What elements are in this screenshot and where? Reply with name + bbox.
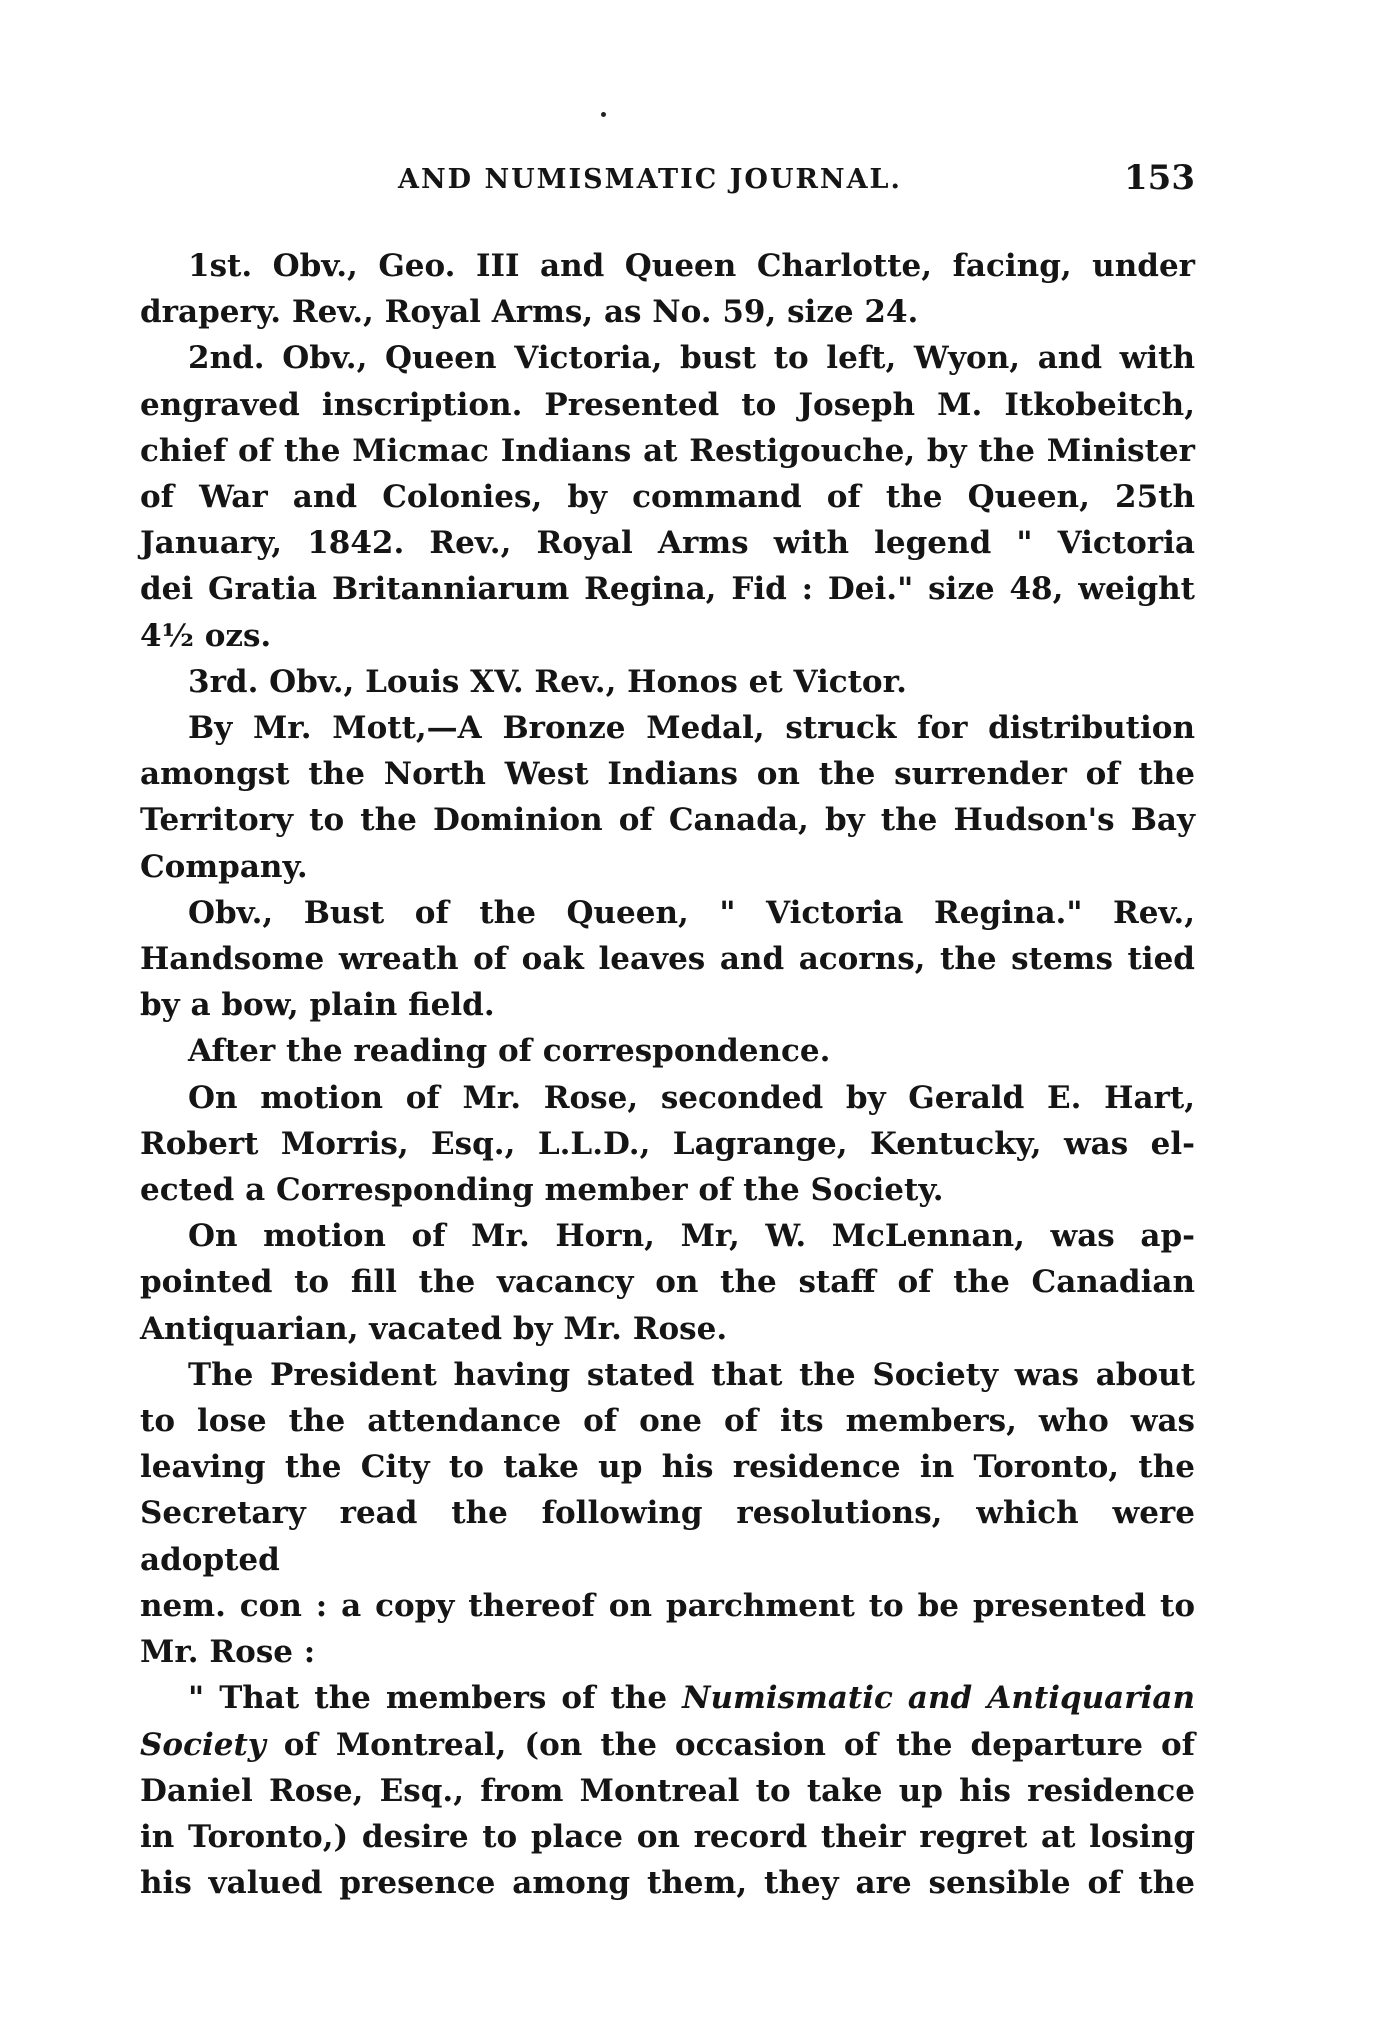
text-line: 4½ ozs. <box>140 617 272 654</box>
text-line: Handsome wreath of oak leaves and acorns, the stems tied <box>140 941 1195 978</box>
italic-society-word: Society <box>140 1726 266 1763</box>
text-line: nem. con : a copy thereof on parchment to be presented to <box>140 1587 1195 1624</box>
text-line: Obv., Bust of the Queen, " Victoria Regina." Rev., <box>188 894 1195 931</box>
text-line: By Mr. Mott,—A Bronze Medal, struck for distribution <box>188 710 1195 747</box>
text-line: Company. <box>140 848 308 885</box>
text-line: 3rd. Obv., Louis XV. Rev., Honos et Victor. <box>188 663 907 700</box>
text-line: Daniel Rose, Esq., from Montreal to take up his residence <box>140 1772 1195 1809</box>
text-line: Territory to the Dominion of Canada, by the Hudson's Bay <box>140 802 1195 839</box>
text-line: dei Gratia Britanniarum Regina, Fid : Dei." size 48, weight <box>140 571 1195 608</box>
text-line: January, 1842. Rev., Royal Arms with legend " Victoria <box>140 525 1195 562</box>
text-line: Robert Morris, Esq., L.L.D., Lagrange, Kentucky, was el- <box>140 1125 1195 1162</box>
text-line: drapery. Rev., Royal Arms, as No. 59, size 24. <box>140 294 919 331</box>
text-line: After the reading of correspondence. <box>188 1033 831 1070</box>
text-run: " That the members of the <box>188 1680 683 1717</box>
text-line: On motion of Mr. Rose, seconded by Gerald E. Hart, <box>188 1079 1195 1116</box>
text-line <box>140 1675 1195 1721</box>
text-line: Mr. Rose : <box>140 1634 316 1671</box>
text-line: Antiquarian, vacated by Mr. Rose. <box>140 1310 728 1347</box>
italic-society-name: Numismatic and Antiquarian <box>682 1680 1195 1717</box>
body-text <box>140 243 1195 1906</box>
printer-mark <box>601 112 606 117</box>
text-line: leaving the City to take up his residence in Toronto, the <box>140 1449 1195 1486</box>
running-title: AND NUMISMATIC JOURNAL. <box>398 164 902 195</box>
text-line: amongst the North West Indians on the surrender of the <box>140 756 1195 793</box>
text-line <box>140 1722 1195 1768</box>
text-line: chief of the Micmac Indians at Restigouche, by the Minister <box>140 432 1195 469</box>
text-line: in Toronto,) desire to place on record their regret at losing <box>140 1818 1195 1855</box>
text-line: 1st. Obv., Geo. III and Queen Charlotte, facing, under <box>188 248 1195 284</box>
text-line: ected a Corresponding member of the Society. <box>140 1172 944 1209</box>
text-line: The President having stated that the Society was about <box>188 1356 1195 1393</box>
text-line: engraved inscription. Presented to Joseph M. Itkobeitch, <box>140 386 1195 423</box>
page-number: 153 <box>1124 158 1195 198</box>
text-line: pointed to fill the vacancy on the staff of the Canadian <box>140 1264 1195 1301</box>
page-header <box>140 158 1195 204</box>
text-line: to lose the attendance of one of its members, who was <box>140 1403 1195 1440</box>
text-run: of Montreal, (on the occasion of the departure of <box>265 1726 1195 1763</box>
text-line: 2nd. Obv., Queen Victoria, bust to left, Wyon, and with <box>188 340 1195 377</box>
text-line: his valued presence among them, they are sensible of the <box>140 1865 1195 1902</box>
text-line: On motion of Mr. Horn, Mr, W. McLennan, was ap- <box>188 1218 1195 1255</box>
text-line: of War and Colonies, by command of the Queen, 25th <box>140 479 1195 516</box>
text-line: by a bow, plain field. <box>140 987 495 1024</box>
text-line: Secretary read the following resolutions, which were adopted <box>140 1495 1195 1578</box>
